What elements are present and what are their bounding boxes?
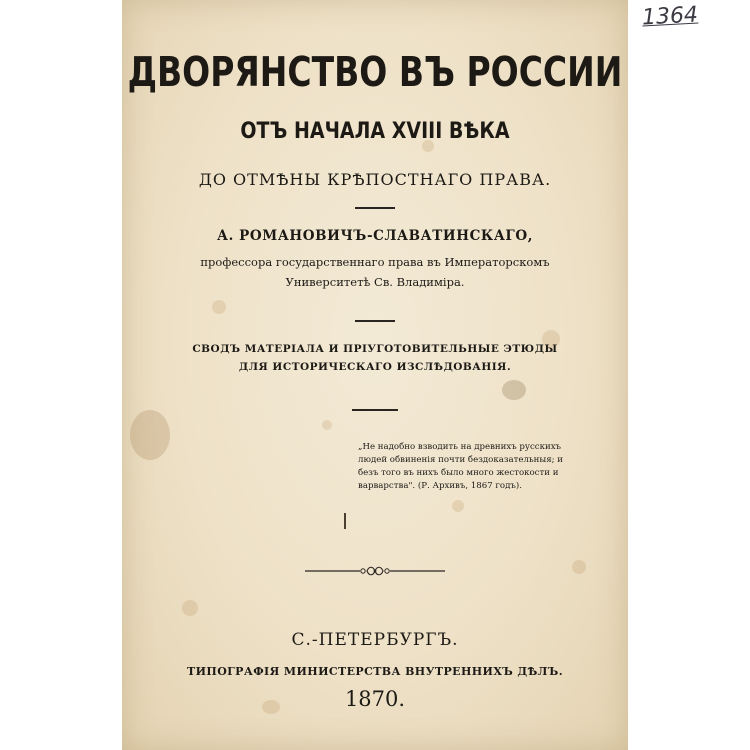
divider-rule (355, 320, 395, 322)
epigraph-line: безъ того въ нихъ было много жестокости и (358, 468, 559, 478)
epigraph-line: „Не надобно взводить на древнихъ русскихъ (358, 442, 562, 452)
description-line-2: ДЛЯ ИСТОРИЧЕСКАГО ИЗСЛѢДОВАНІЯ. (238, 361, 512, 373)
description-line-1: СВОДЪ МАТЕРІАЛА И ПРІУГОТОВИТЕЛЬНЫЕ ЭТЮДЫ (192, 343, 558, 355)
foxing-stain (182, 600, 198, 616)
publication-city: С.-ПЕТЕРБУРГЪ. (291, 630, 459, 650)
epigraph (358, 441, 588, 493)
author-name: А. РОМАНОВИЧЪ-СЛАВАТИНСКАГО, (216, 228, 533, 244)
divider-rule (355, 207, 395, 209)
epigraph-line: варварства". (Р. Архивъ, 1867 годъ). (358, 481, 522, 491)
subtitle-abolition: ДО ОТМѢНЫ КРѢПОСТНАГО ПРАВА. (198, 170, 552, 189)
foxing-stain (322, 420, 332, 430)
printing-house: ТИПОГРАФІЯ МИНИСТЕРСТВА ВНУТРЕННИХЪ ДѢЛЪ. (187, 665, 563, 678)
publication-year: 1870. (344, 687, 406, 711)
foxing-stain (502, 380, 526, 400)
foxing-stain (452, 500, 464, 512)
book-title: ДВОРЯНСТВО ВЪ РОССИИ (127, 47, 623, 96)
divider-rule (352, 409, 398, 411)
title-page (122, 0, 699, 750)
inventory-number: 1364 (641, 2, 699, 31)
foxing-stain (572, 560, 586, 574)
foxing-stain (212, 300, 226, 314)
foxing-stain (130, 410, 170, 460)
epigraph-line: людей обвиненія почти бездоказательныя; и (358, 455, 563, 465)
author-affiliation-line-2: Университетѣ Св. Владиміра. (285, 275, 465, 289)
ornament-divider-icon (305, 563, 445, 579)
author-affiliation-line-1: профессора государственнаго права въ Императорскомъ (200, 255, 550, 269)
subtitle-period: ОТЪ НАЧАЛА XVIII ВѢКА (240, 118, 510, 144)
pen-mark (344, 513, 346, 529)
